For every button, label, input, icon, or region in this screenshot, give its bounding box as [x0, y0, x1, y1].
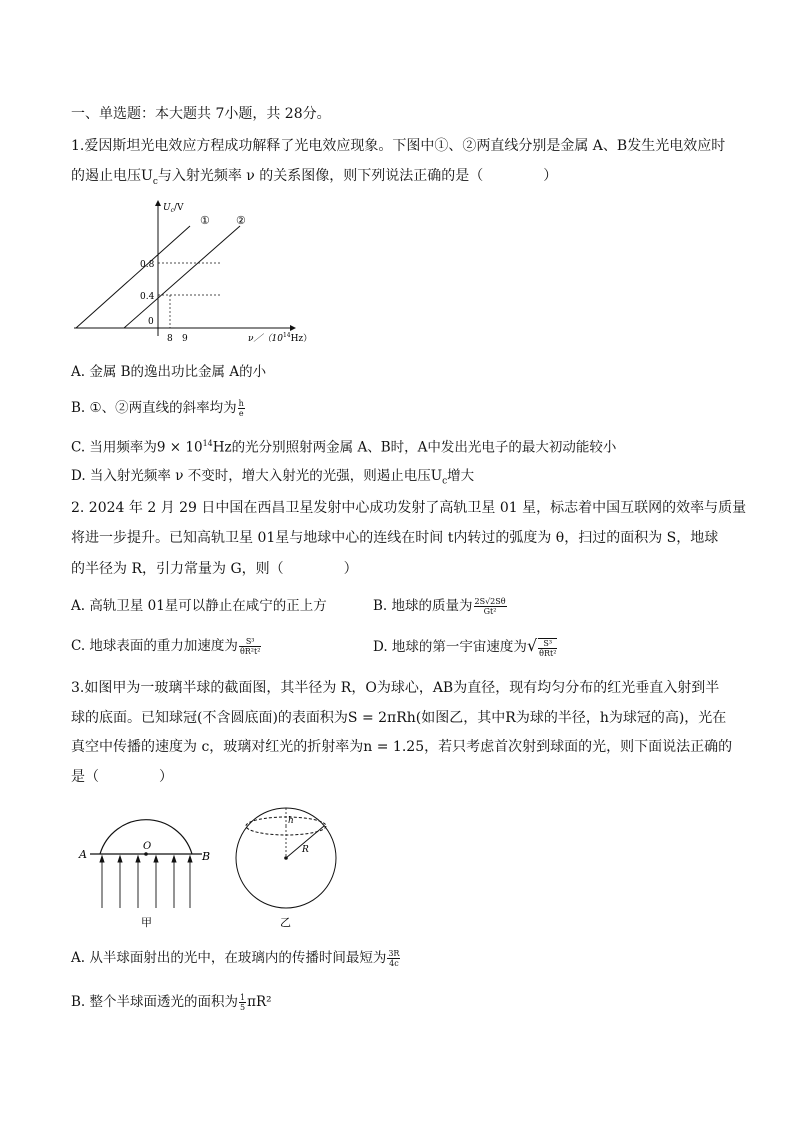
q1-option-b[interactable]: B. ①、②两直线的斜率均为 $\frac{h}{e}$	[71, 399, 244, 418]
caption-jia: 甲	[141, 916, 152, 929]
label-a: A	[79, 848, 87, 861]
label-r: R	[302, 845, 309, 855]
sphere-center	[284, 856, 288, 860]
q3-stem-line2: 球的底面。已知球冠(不含圆底面)的表面积为S = 2πRh(如图乙，其中R为球的半径，h为球冠的高)，光在	[71, 710, 727, 726]
line-2	[124, 226, 240, 328]
q1-option-a[interactable]: A. 金属 B的逸出功比金属 A的小	[71, 364, 267, 380]
q1-stem-line1: 1.爱因斯坦光电效应方程成功解释了光电效应现象。下图中①、②两直线分别是金属 A、B发生光电效应时	[71, 138, 726, 154]
q3-option-b[interactable]: B. 整个半球面透光的面积为 $\frac{1}{5}$ πR²	[71, 993, 272, 1012]
q1-uc-nu-chart	[70, 196, 330, 346]
q2-stem-line2: 将进一步提升。已知高轨卫星 01星与地球中心的连线在时间 t内转过的弧度为 θ，扫过的面积为 S，地球	[71, 530, 719, 546]
xtick-8: 8	[167, 334, 173, 344]
line-2-label: ②	[236, 214, 246, 227]
y-axis-label: $U_c/V$	[163, 203, 184, 214]
sqrt-sign: √	[526, 636, 538, 655]
y-axis-arrow	[155, 200, 161, 206]
q2-option-c[interactable]: C. 地球表面的重力加速度为 $\frac{\text{S³}}{\text{θR²t²}}$	[71, 637, 261, 656]
x-axis-label: $\nu/(10^{14}Hz)$	[248, 332, 313, 344]
q3-stem-line3: 真空中传播的速度为 c，玻璃对红光的折射率为n = 1.25，若只考虑首次射到球面的光，则下面说法正确的	[71, 739, 733, 755]
q1-option-c[interactable]: C. 当用频率为$9 \times 10^{14}Hz$的光分别照射两金属 A、B时，A中发出光电子的最大初动能较小	[71, 439, 617, 456]
ytick-04: 0.4	[140, 292, 155, 302]
q2-stem-line1: 2. 2024 年 2 月 29 日中国在西昌卫星发射中心成功发射了高轨卫星 01 星，标志着中国互联网的效率与质量	[71, 500, 747, 516]
label-b: B	[202, 850, 211, 863]
fraction-mass: $\frac{2S√2S\theta}{\text{Gt²}}$	[474, 597, 506, 616]
q2-stem-line3: 的半径为 R，引力常量为 G，则（ ）	[71, 561, 358, 577]
q1-option-d[interactable]: D. 当入射光频率 ν 不变时，增大入射光的光强，则遏止电压$U_c$增大	[71, 468, 475, 487]
label-o: O	[143, 841, 152, 852]
fraction-h-over-e: $\frac{h}{e}$	[238, 399, 244, 418]
xtick-9: 9	[182, 334, 188, 344]
label-h: h	[288, 816, 294, 826]
center-o	[144, 852, 148, 856]
q2-option-a[interactable]: A. 高轨卫星 01星可以静止在咸宁的正上方	[71, 598, 327, 614]
q3-stem-line4: 是（ ）	[71, 769, 173, 785]
line-1	[76, 226, 190, 328]
q3-figure-hemisphere	[72, 800, 222, 930]
q2-option-b[interactable]: B. 地球的质量为 $\frac{2S√2S\theta}{\text{Gt²}}$	[373, 597, 506, 616]
ytick-08: 0.8	[140, 260, 155, 270]
caption-yi: 乙	[280, 916, 291, 929]
section-header: 一、单选题：本大题共 7小题，共 28分。	[71, 106, 331, 122]
fraction-time: $\frac{3R}{4c}$	[388, 949, 400, 968]
q2-option-d[interactable]: D. 地球的第一宇宙速度为√ $\frac{\text{S³}}{\text{θRt²}}$	[373, 636, 557, 658]
fraction-v: $\frac{\text{S³}}{\text{θRt²}}$	[539, 638, 557, 658]
q3-figure-sphere-cap	[228, 796, 348, 936]
q3-stem-line1: 3.如图甲为一玻璃半球的截面图，其半径为 R，O为球心，AB为直径，现有均匀分布的红光垂直入射到半	[71, 680, 720, 696]
fraction-area: $\frac{1}{5}$	[240, 993, 246, 1012]
q3-option-a[interactable]: A. 从半球面射出的光中，在玻璃内的传播时间最短为 $\frac{3R}{4c}$	[71, 949, 400, 968]
ytick-0: 0	[148, 317, 154, 327]
incident-rays	[100, 856, 192, 908]
line-1-label: ①	[200, 214, 210, 227]
x-axis-arrow	[290, 325, 296, 331]
q1-stem-line2: 的遏止电压$U_c$与入射光频率 ν 的关系图像，则下列说法正确的是（ ）	[71, 168, 558, 187]
fraction-g: $\frac{\text{S³}}{\text{θR²t²}}$	[239, 637, 261, 656]
